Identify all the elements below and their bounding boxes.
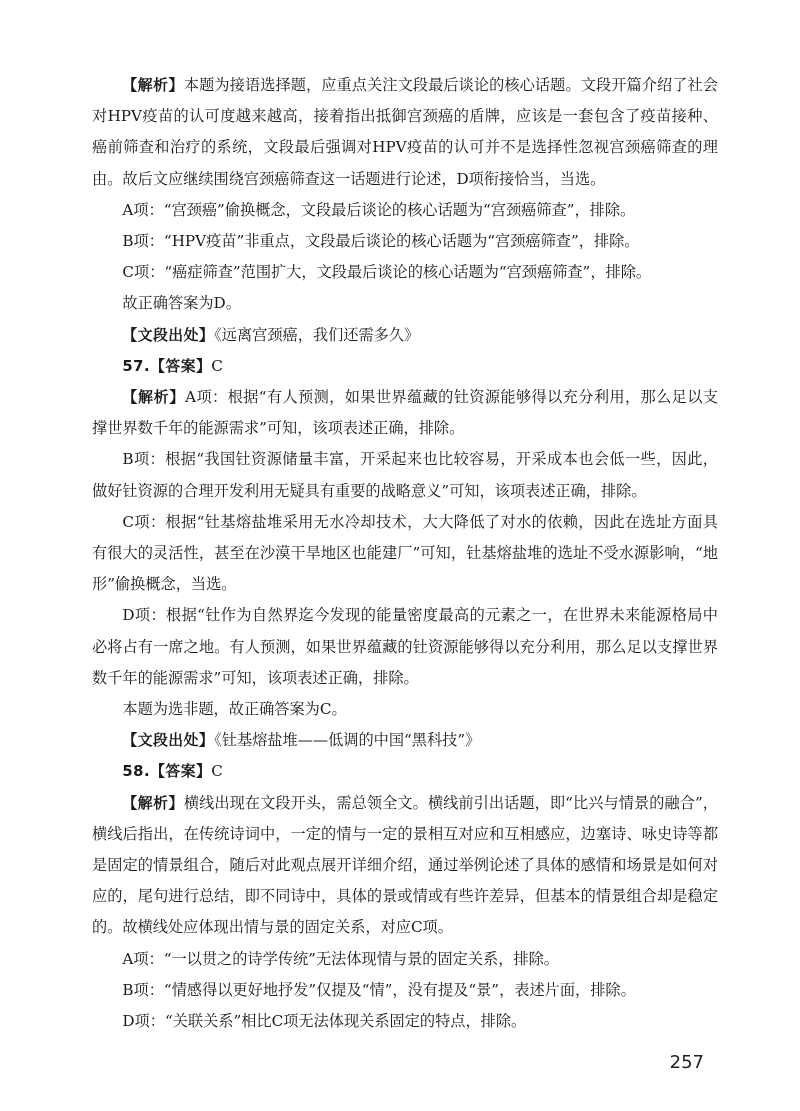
paragraph: [92, 975, 718, 1006]
paragraph-text: C项：根据“钍基熔盐堆采用无水冷却技术，大大降低了对水的依赖，因此在选址方面具有很大的灵活性，甚至在沙漠干旱地区也能建厂”可知，钍基熔盐堆的选址不受水源影响，“地形”偷换概念，当选。: [92, 512, 718, 594]
paragraph-tag: 【解析】: [122, 77, 184, 94]
paragraph: [92, 351, 718, 382]
paragraph-text: 《钍基熔盐堆——低调的中国“黑科技”》: [214, 731, 481, 750]
paragraph-tag: 【解析】: [122, 389, 186, 407]
paragraph: [92, 507, 718, 601]
paragraph: [92, 288, 718, 319]
paragraph-tag: 57.【答案】: [122, 357, 212, 375]
paragraph-text: D项：根据“钍作为自然界迄今发现的能量密度最高的元素之一，在世界未来能源格局中必将占有一席之地。有人预测，如果世界蕴藏的钍资源能够得以充分利用，那么足以支撑世界数千年的能源需求”可知，该项表述正确，排除。: [92, 606, 718, 687]
paragraph: [92, 226, 718, 257]
paragraph-text: B项：“情感得以更好地抒发”仅提及“情”，没有提及“景”，表述片面，排除。: [122, 980, 636, 999]
paragraph-tag: 【文段出处】: [122, 732, 215, 750]
paragraph-text: A项：“宫颈癌”偷换概念，文段最后谈论的核心话题为“宫颈癌筛查”，排除。: [122, 200, 636, 219]
paragraph-text: A项：“一以贯之的诗学传统”无法体现情与景的固定关系，排除。: [122, 949, 559, 968]
paragraph-text: 本题为选非题，故正确答案为C。: [122, 700, 347, 719]
paragraph: [92, 944, 718, 975]
paragraph-text: A项：根据“有人预测，如果世界蕴藏的钍资源能够得以充分利用，那么足以支撑世界数千年的能源需求”可知，该项表述正确，排除。: [92, 388, 718, 438]
paragraph-text: C项：“癌症筛查”范围扩大，文段最后谈论的核心话题为“宫颈癌筛查”，排除。: [122, 263, 652, 282]
paragraph: [92, 382, 718, 444]
paragraph-tag: 58.【答案】: [122, 763, 212, 781]
paragraph-text: C: [211, 356, 223, 375]
paragraph: [92, 1006, 718, 1037]
paragraph: [92, 195, 718, 226]
paragraph-tag: 【解析】: [122, 794, 184, 812]
paragraph: [92, 320, 718, 351]
paragraph-text: D项：“关联关系”相比C项无法体现关系固定的特点，排除。: [122, 1012, 527, 1031]
paragraph: [92, 600, 718, 694]
paragraph-text: B项：根据“我国钍资源储量丰富，开采起来也比较容易，开采成本也会低一些，因此，做好钍资源的合理开发利用无疑具有重要的战略意义”可知，该项表述正确，排除。: [92, 450, 718, 500]
paragraph: [92, 725, 718, 756]
paragraph-text: 横线出现在文段开头，需总领全文。横线前引出话题，即“比兴与情景的融合”，横线后指出，在传统诗词中，一定的情与一定的景相互对应和互相感应，边塞诗、咏史诗等都是固定的情景组合，随后对此观点展开详细介绍，通过举例论述了具体的感情和场景是如何对应的，尾句进行总结，即不同诗中，具体的景或情或有些许差异，但基本的情景组合却是稳定的。故横线处应体现出情与景的固定关系，对应C项。: [92, 793, 718, 937]
paragraph: [92, 788, 718, 944]
paragraph: [92, 70, 718, 195]
page-body: [92, 70, 718, 1037]
paragraph-text: 故正确答案为D。: [122, 294, 241, 313]
page-number: 257: [669, 1052, 704, 1073]
paragraph-text: 本题为接语选择题，应重点关注文段最后谈论的核心话题。文段开篇介绍了社会对HPV疫苗的认可度越来越高，接着指出抵御宫颈癌的盾牌，应该是一套包含了疫苗接种、癌前筛查和治疗的系统，文段最后强调对HPV疫苗的认可并不是选择性忽视宫颈癌筛查的理由。故后文应继续围绕宫颈癌筛查这一话题进行论述，D项衔接恰当，当选。: [92, 76, 718, 188]
paragraph-text: 《远离宫颈癌，我们还需多久》: [214, 325, 420, 344]
paragraph: [92, 694, 718, 725]
paragraph: [92, 257, 718, 288]
paragraph: [92, 756, 718, 787]
paragraph: [92, 444, 718, 506]
paragraph-text: B项：“HPV疫苗”非重点，文段最后谈论的核心话题为“宫颈癌筛查”，排除。: [122, 232, 640, 251]
paragraph-tag: 【文段出处】: [122, 326, 215, 344]
paragraph-text: C: [211, 762, 223, 781]
